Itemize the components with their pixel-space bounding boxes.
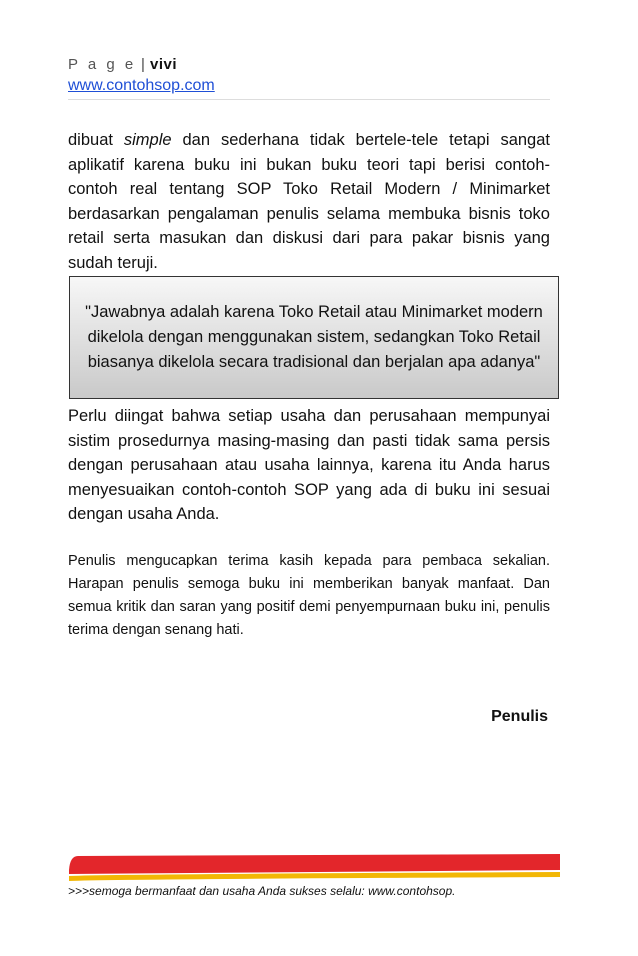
footer-red-band [69,854,560,874]
body-paragraph [68,404,550,527]
quote-text: "Jawabnya adalah karena Toko Retail atau Minimarket modern dikelola dengan menggunakan sistem, sedangkan Toko Retail biasanya dikelola secara tradisional dan berjalan apa adanya" [85,303,543,371]
author-name: vivi [150,56,178,73]
page-line [68,56,550,73]
intro-paragraph [68,128,550,275]
quote-box [69,276,559,399]
signature: Penulis [491,708,548,725]
paragraph-text [68,128,550,275]
header-separator: | [140,56,146,73]
paragraph-text: Penulis mengucapkan terima kasih kepada para pembaca sekalian. Harapan penulis semoga buku ini memberikan banyak manfaat. Dan semua kritik dan saran yang positif demi penyempurnaan buku ini, penulis terima dengan senang hati. [68,553,550,638]
intro-text-rest: dan sederhana tidak bertele-tele tetapi sangat aplikatif karena buku ini bukan buku teori tapi berisi contoh-contoh real tentang SOP Toko Retail Modern / Minimarket berdasarkan pengalaman penulis selama membuka bisnis toko retail serta masukan dan diskusi dari para pakar bisnis yang sudah teruji. [68,131,550,272]
thanks-paragraph [68,550,550,642]
emphasis-simple: simple [123,131,172,149]
header-divider [68,99,550,100]
site-link[interactable]: www.contohsop.com [68,77,215,94]
page-label: P a g e [68,56,137,73]
page-header [68,56,550,100]
paragraph-text: Perlu diingat bahwa setiap usaha dan perusahaan mempunyai sistim prosedurnya masing-masing dan pasti tidak sama persis dengan perusahaan atau usaha lainnya, karena itu Anda harus menyesuaikan contoh-contoh SOP yang ada di buku ini sesuai dengan usaha Anda. [68,407,550,523]
footer-text: >>>semoga bermanfaat dan usaha Anda sukses selalu: www.contohsop. [68,884,456,898]
intro-text-start: dibuat [68,131,124,149]
